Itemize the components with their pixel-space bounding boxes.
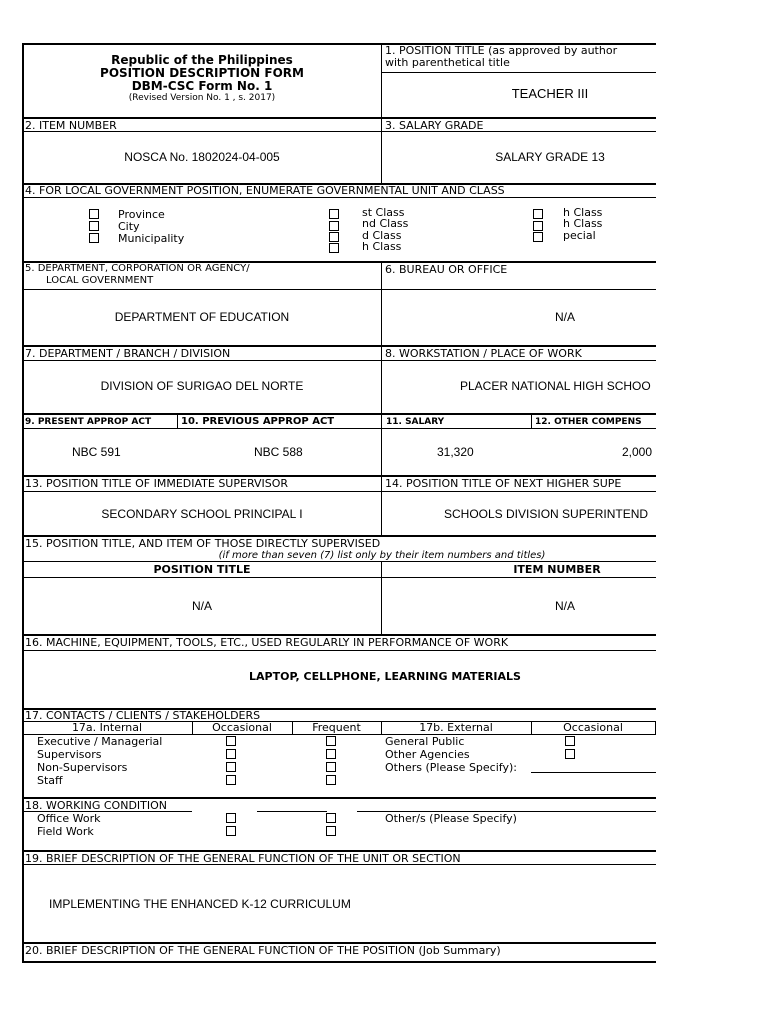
divider-5 — [177, 414, 178, 428]
s17-occasional-ext: Occasional — [563, 721, 623, 734]
s13-label: 13. POSITION TITLE OF IMMEDIATE SUPERVISOR — [25, 477, 289, 490]
contact-other-agencies: Other Agencies — [385, 748, 470, 761]
contact-others: Others (Please Specify): — [385, 761, 517, 774]
divider-3 — [381, 477, 382, 535]
s2-label: 2. ITEM NUMBER — [25, 119, 117, 132]
s11-label: 11. SALARY — [386, 417, 445, 427]
office-occasional-checkbox[interactable] — [226, 813, 236, 823]
s5-label2: LOCAL GOVERNMENT — [46, 275, 154, 286]
s16-label: 16. MACHINE, EQUIPMENT, TOOLS, ETC., USED REGULARLY IN PERFORMANCE OF WORK — [25, 636, 509, 649]
next-higher-value[interactable]: SCHOOLS DIVISION SUPERINTEND — [444, 508, 649, 520]
rule-k — [22, 428, 656, 429]
s4-col1-0: Province — [118, 209, 165, 221]
s10-label: 10. PREVIOUS APPROP ACT — [181, 416, 335, 427]
col-position-title: POSITION TITLE — [153, 563, 251, 576]
contact-non-supervisors: Non-Supervisors — [37, 761, 128, 774]
contact-executive: Executive / Managerial — [37, 735, 163, 748]
rule-e — [22, 197, 656, 198]
rule-j — [22, 413, 656, 415]
class6-checkbox[interactable] — [533, 221, 543, 231]
staff-occasional-checkbox[interactable] — [226, 775, 236, 785]
supervisor-value[interactable]: SECONDARY SCHOOL PRINCIPAL I — [101, 507, 303, 521]
s17-external-header: 17b. External — [419, 721, 493, 734]
s4-col3-2: pecial — [563, 229, 596, 242]
rule-g — [22, 289, 656, 290]
public-occasional-checkbox[interactable] — [565, 736, 575, 746]
class3-checkbox[interactable] — [329, 232, 339, 242]
s6-label: 6. BUREAU OR OFFICE — [385, 263, 508, 276]
s18-label: 18. WORKING CONDITION — [25, 799, 168, 812]
rule-r — [22, 650, 656, 651]
s15-label: 15. POSITION TITLE, AND ITEM OF THOSE DIRECTLY SUPERVISED — [25, 537, 381, 550]
present-approp-value[interactable]: NBC 591 — [72, 445, 121, 459]
condition-other: Other/s (Please Specify) — [385, 812, 517, 825]
rule-b — [22, 117, 656, 119]
rule-m — [22, 491, 656, 492]
exec-occasional-checkbox[interactable] — [226, 736, 236, 746]
exec-frequent-checkbox[interactable] — [326, 736, 336, 746]
nonsup-occasional-checkbox[interactable] — [226, 762, 236, 772]
s9-label: 9. PRESENT APPROP ACT — [25, 417, 152, 427]
field-frequent-checkbox[interactable] — [326, 826, 336, 836]
rule-bottom — [22, 961, 656, 963]
s20-label: 20. BRIEF DESCRIPTION OF THE GENERAL FUNCTION OF THE POSITION (Job Summary) — [25, 944, 501, 957]
s3-label: 3. SALARY GRADE — [385, 119, 484, 132]
divider-12 — [655, 721, 656, 734]
sup-frequent-checkbox[interactable] — [326, 749, 336, 759]
s12-label: 12. OTHER COMPENS — [535, 417, 642, 427]
s17-internal-header: 17a. Internal — [71, 721, 143, 734]
s4-label: 4. FOR LOCAL GOVERNMENT POSITION, ENUMERATE GOVERNMENTAL UNIT AND CLASS — [25, 184, 505, 197]
staff-frequent-checkbox[interactable] — [326, 775, 336, 785]
s17-occasional: Occasional — [212, 721, 272, 734]
s19-label: 19. BRIEF DESCRIPTION OF THE GENERAL FUNCTION OF THE UNIT OR SECTION — [25, 852, 461, 865]
s4-col2-2: d Class — [362, 229, 402, 242]
previous-approp-value[interactable]: NBC 588 — [254, 445, 303, 459]
province-checkbox[interactable] — [89, 209, 99, 219]
field-occasional-checkbox[interactable] — [226, 826, 236, 836]
s4-col1-2: Municipality — [118, 232, 185, 245]
divider-7 — [531, 414, 532, 428]
contact-staff: Staff — [37, 774, 63, 787]
salary-value[interactable]: 31,320 — [437, 445, 474, 459]
s15-note: (if more than seven (7) list only by their item numbers and titles) — [218, 550, 546, 561]
col-item-number: ITEM NUMBER — [513, 563, 601, 576]
s17-label: 17. CONTACTS / CLIENTS / STAKEHOLDERS — [25, 709, 261, 722]
s1-label: 1. POSITION TITLE (as approved by author — [385, 45, 618, 57]
s4-col1-1: City — [118, 220, 140, 233]
class5-checkbox[interactable] — [533, 209, 543, 219]
office-frequent-checkbox[interactable] — [326, 813, 336, 823]
s4-col2-3: h Class — [362, 240, 402, 253]
s14-label: 14. POSITION TITLE OF NEXT HIGHER SUPE — [385, 478, 622, 490]
s17-frequent: Frequent — [312, 721, 361, 734]
s4-col3-0: h Class — [563, 206, 603, 219]
specify-line — [531, 772, 656, 773]
supervised-title-value[interactable]: N/A — [191, 599, 212, 613]
workstation-value[interactable]: PLACER NATIONAL HIGH SCHOO — [460, 380, 651, 392]
s4-col2-1: nd Class — [362, 217, 409, 230]
contact-supervisors: Supervisors — [37, 748, 102, 761]
salary-grade-value[interactable]: SALARY GRADE 13 — [495, 150, 605, 164]
s5-label: 5. DEPARTMENT, CORPORATION OR AGENCY/ — [25, 263, 250, 274]
s7-label: 7. DEPARTMENT / BRANCH / DIVISION — [25, 347, 231, 360]
form-left-border — [22, 43, 24, 963]
rule-c — [22, 131, 656, 132]
rule-a — [381, 72, 656, 73]
class4-checkbox[interactable] — [329, 243, 339, 253]
header-revised: (Revised Version No. 1 , s. 2017) — [128, 93, 276, 103]
s1-label2: with parenthetical title — [385, 56, 510, 69]
agencies-occasional-checkbox[interactable] — [565, 749, 575, 759]
position-title-value[interactable]: TEACHER III — [511, 86, 589, 101]
supervised-item-value[interactable]: N/A — [554, 599, 575, 613]
sup-occasional-checkbox[interactable] — [226, 749, 236, 759]
s8-label: 8. WORKSTATION / PLACE OF WORK — [385, 347, 582, 360]
city-checkbox[interactable] — [89, 221, 99, 231]
header-republic: Republic of the Philippines — [111, 53, 293, 67]
rule-i — [22, 360, 656, 361]
condition-field-work: Field Work — [37, 825, 94, 838]
unit-function-value[interactable]: IMPLEMENTING THE ENHANCED K-12 CURRICULUM — [49, 897, 351, 911]
condition-office-work: Office Work — [37, 812, 101, 825]
equipment-value[interactable]: LAPTOP, CELLPHONE, LEARNING MATERIALS — [249, 670, 521, 683]
nonsup-frequent-checkbox[interactable] — [326, 762, 336, 772]
divider-6 — [381, 414, 382, 476]
class1-checkbox[interactable] — [329, 209, 339, 219]
class2-checkbox[interactable] — [329, 221, 339, 231]
rule-w2 — [257, 811, 327, 812]
bureau-value[interactable]: N/A — [554, 310, 575, 324]
division-value[interactable]: DIVISION OF SURIGAO DEL NORTE — [100, 379, 304, 393]
s4-col2-0: st Class — [362, 206, 405, 219]
header-form-title: POSITION DESCRIPTION FORM — [100, 66, 304, 80]
rule-p — [22, 577, 656, 578]
header-form-code: DBM-CSC Form No. 1 — [131, 79, 273, 93]
special-checkbox[interactable] — [533, 232, 543, 242]
other-comp-value[interactable]: 2,000 — [622, 445, 653, 459]
department-value[interactable]: DEPARTMENT OF EDUCATION — [114, 310, 290, 324]
municipality-checkbox[interactable] — [89, 233, 99, 243]
s4-col3-1: h Class — [563, 217, 603, 230]
item-number-value[interactable]: NOSCA No. 1802024-04-005 — [124, 150, 280, 164]
contact-general-public: General Public — [385, 735, 465, 748]
